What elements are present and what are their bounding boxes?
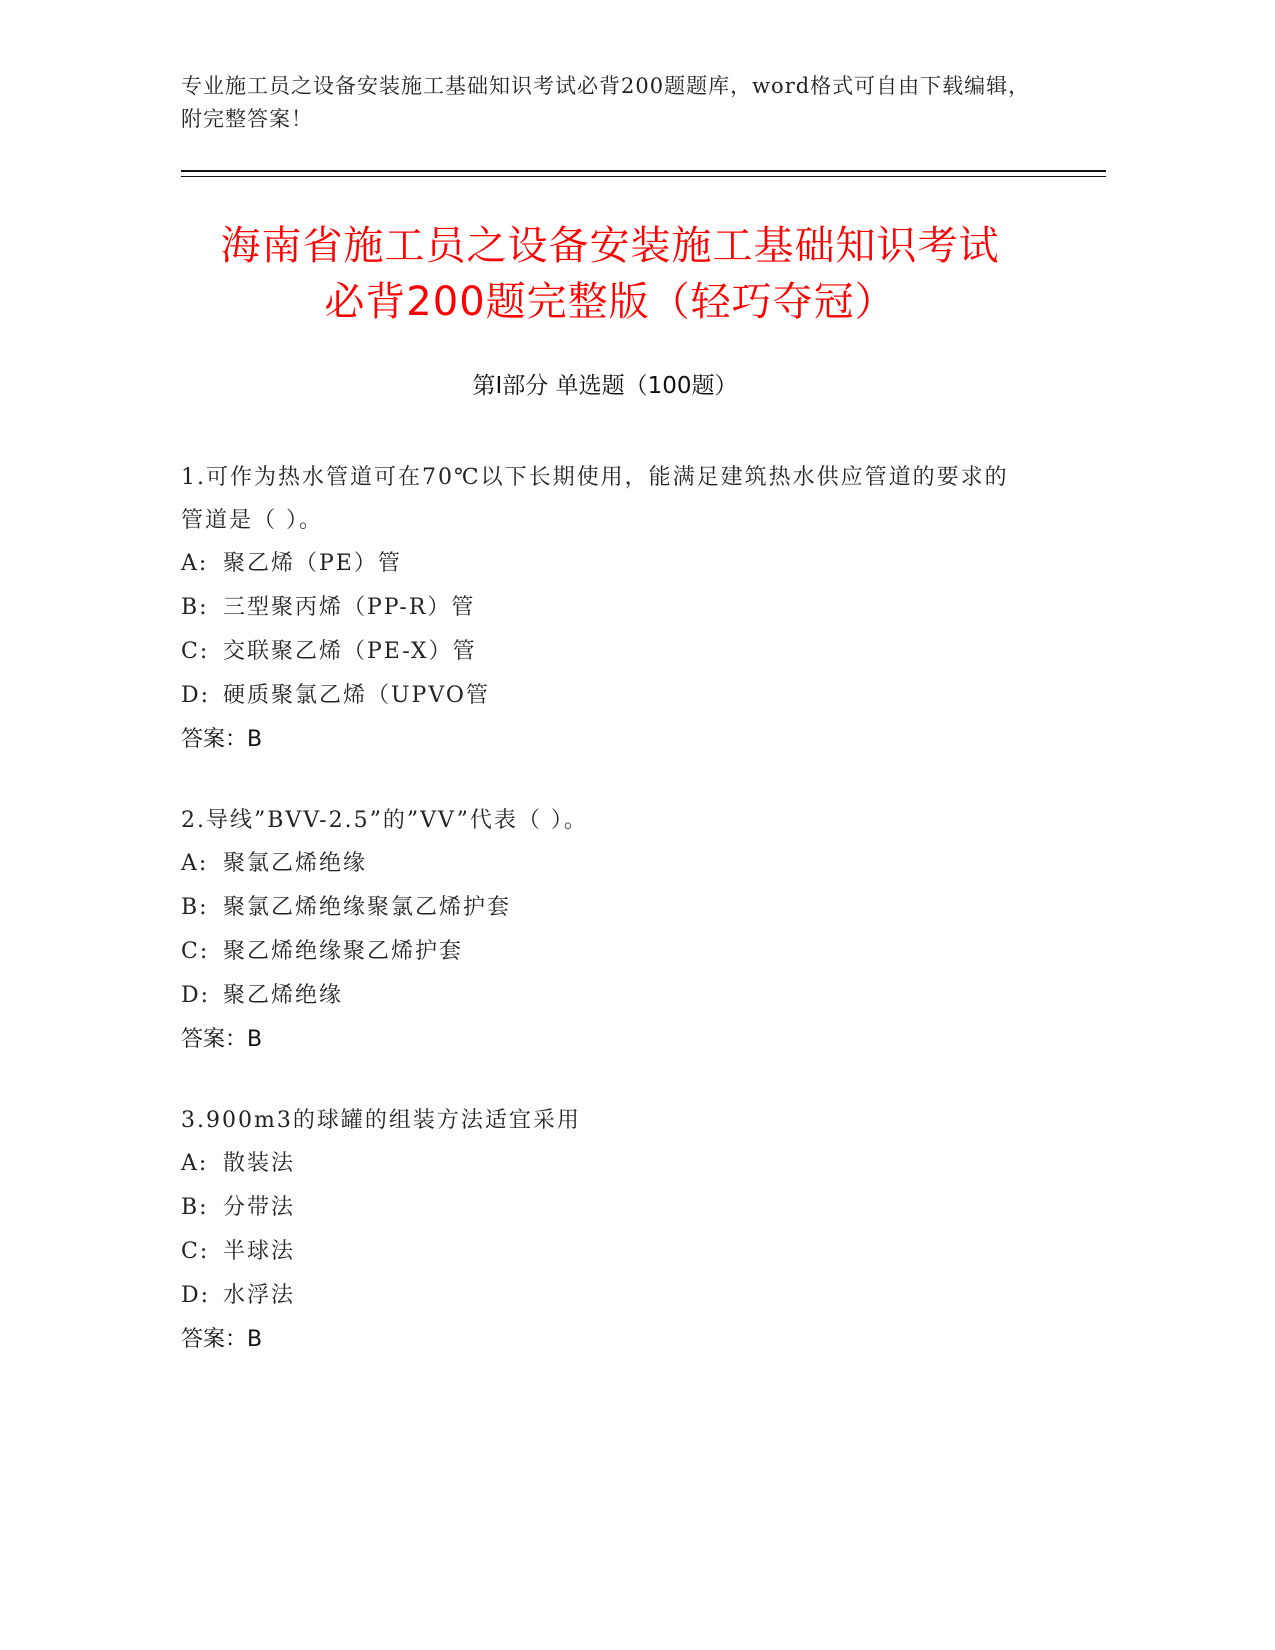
option-a [181,842,1031,886]
header-note: 专业施工员之设备安装施工基础知识考试必背200题题库，word格式可自由下载编辑，附完整答案！ [181,74,1031,131]
option-text: 半球法 [223,1239,296,1264]
option-text: 硬质聚氯乙烯（UPVO管 [223,683,490,708]
option-letter: C: [181,639,210,664]
option-letter: D: [181,683,211,708]
option-letter: D: [181,983,211,1008]
answer-line: 答案：B [181,727,263,752]
option-b [181,586,1031,630]
question-stem: 3.900m3的球罐的组装方法适宜采用 [181,1108,581,1133]
header-divider-thick [181,170,1106,172]
option-letter: D: [181,1283,211,1308]
option-letter: C: [181,1239,210,1264]
option-letter: C: [181,939,210,964]
option-text: 散装法 [223,1151,296,1176]
question-2 [181,799,1031,1062]
option-letter: B: [181,1195,209,1220]
answer-line: 答案：B [181,1327,263,1352]
document-title [160,218,1060,330]
option-text: 聚氯乙烯绝缘 [223,851,368,876]
section-heading: 第Ⅰ部分 单选题（100题） [472,373,738,399]
option-text: 交联聚乙烯（PE-X）管 [223,639,477,664]
document-title-line-1: 海南省施工员之设备安装施工基础知识考试 [220,223,1000,269]
option-b [181,1186,1031,1230]
question-list [181,456,1031,1399]
document-title-line-2: 必背200题完整版（轻巧夺冠） [324,279,896,325]
option-letter: A: [181,1151,209,1176]
question-stem: 2.导线”BVV-2.5”的”VV”代表（ ）。 [181,808,588,833]
option-text: 水浮法 [223,1283,296,1308]
option-d [181,674,1031,718]
option-letter: B: [181,895,209,920]
option-text: 聚氯乙烯绝缘聚氯乙烯护套 [223,895,512,920]
question-3 [181,1099,1031,1362]
header-divider-thin [181,176,1106,177]
option-letter: A: [181,851,209,876]
option-letter: A: [181,551,209,576]
option-text: 聚乙烯绝缘 [223,983,344,1008]
question-1 [181,456,1031,762]
option-d [181,1274,1031,1318]
option-text: 三型聚丙烯（PP-R）管 [223,595,476,620]
option-text: 聚乙烯绝缘聚乙烯护套 [223,939,464,964]
option-letter: B: [181,595,209,620]
question-stem: 1.可作为热水管道可在70℃以下长期使用，能满足建筑热水供应管道的要求的管道是（ ）。 [181,465,1009,533]
option-c [181,930,1031,974]
option-b [181,886,1031,930]
option-c [181,630,1031,674]
answer-line: 答案：B [181,1027,263,1052]
option-c [181,1230,1031,1274]
option-a [181,1142,1031,1186]
option-text: 分带法 [223,1195,296,1220]
option-a [181,542,1031,586]
option-d [181,974,1031,1018]
option-text: 聚乙烯（PE）管 [223,551,402,576]
